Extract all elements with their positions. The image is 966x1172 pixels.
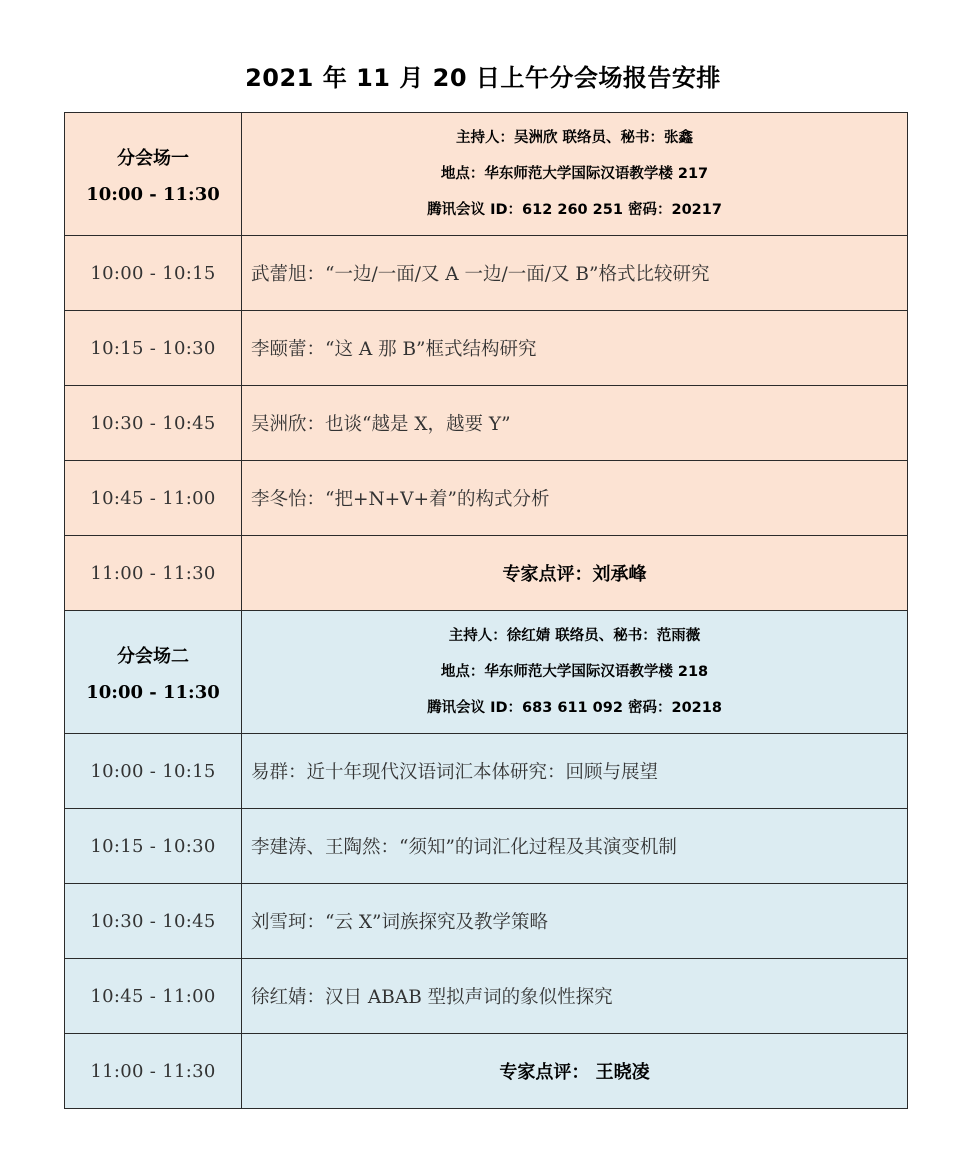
session-name: 分会场二 [117,645,189,667]
talk-row [65,311,908,386]
host-info: 主持人：吴洲欣 联络员、秘书：张鑫 [455,130,694,146]
talk-row [65,809,908,884]
meeting-info: 腾讯会议 ID：683 611 092 密码：20218 [427,700,722,716]
talk-row [65,236,908,311]
talk-time: 10:30 - 10:45 [65,386,242,461]
session-name: 分会场一 [117,147,189,169]
talk-time: 10:45 - 11:00 [65,959,242,1034]
review-row [65,1034,908,1109]
review-time: 11:00 - 11:30 [65,1034,242,1109]
expert-review: 专家点评： 王晓凌 [242,1034,908,1109]
session-header-row [65,113,908,236]
page-title: 2021 年 11 月 20 日上午分会场报告安排 [245,64,721,92]
schedule-table [64,112,908,1109]
talk-row [65,386,908,461]
location-info: 地点：华东师范大学国际汉语教学楼 217 [440,166,709,182]
meeting-info: 腾讯会议 ID：612 260 251 密码：20217 [427,202,722,218]
talk-content: 易群：近十年现代汉语词汇本体研究：回顾与展望 [242,734,908,809]
talk-time: 10:45 - 11:00 [65,461,242,536]
session-header-row [65,611,908,734]
session-info-cell [242,113,908,236]
talk-row [65,734,908,809]
talk-row [65,884,908,959]
talk-time: 10:15 - 10:30 [65,311,242,386]
expert-review: 专家点评：刘承峰 [242,536,908,611]
talk-time: 10:30 - 10:45 [65,884,242,959]
talk-row [65,461,908,536]
session-time: 10:00 - 11:30 [86,681,220,703]
talk-content: 李冬怡：“把+N+V+着”的构式分析 [242,461,908,536]
talk-time: 10:00 - 10:15 [65,734,242,809]
talk-content: 李颐蕾：“这 A 那 B”框式结构研究 [242,311,908,386]
session-time: 10:00 - 11:30 [86,183,220,205]
session-info-cell [242,611,908,734]
talk-content: 吴洲欣：也谈“越是 X，越要 Y” [242,386,908,461]
talk-content: 刘雪珂：“云 X”词族探究及教学策略 [242,884,908,959]
talk-content: 武蕾旭：“一边/一面/又 A 一边/一面/又 B”格式比较研究 [242,236,908,311]
talk-time: 10:15 - 10:30 [65,809,242,884]
talk-time: 10:00 - 10:15 [65,236,242,311]
review-row [65,536,908,611]
host-info: 主持人：徐红婧 联络员、秘书：范雨薇 [448,628,701,644]
location-info: 地点：华东师范大学国际汉语教学楼 218 [440,664,709,680]
talk-content: 徐红婧：汉日 ABAB 型拟声词的象似性探究 [242,959,908,1034]
session-label-cell [65,611,242,734]
session-label-cell [65,113,242,236]
review-time: 11:00 - 11:30 [65,536,242,611]
talk-row [65,959,908,1034]
talk-content: 李建涛、王陶然：“须知”的词汇化过程及其演变机制 [242,809,908,884]
